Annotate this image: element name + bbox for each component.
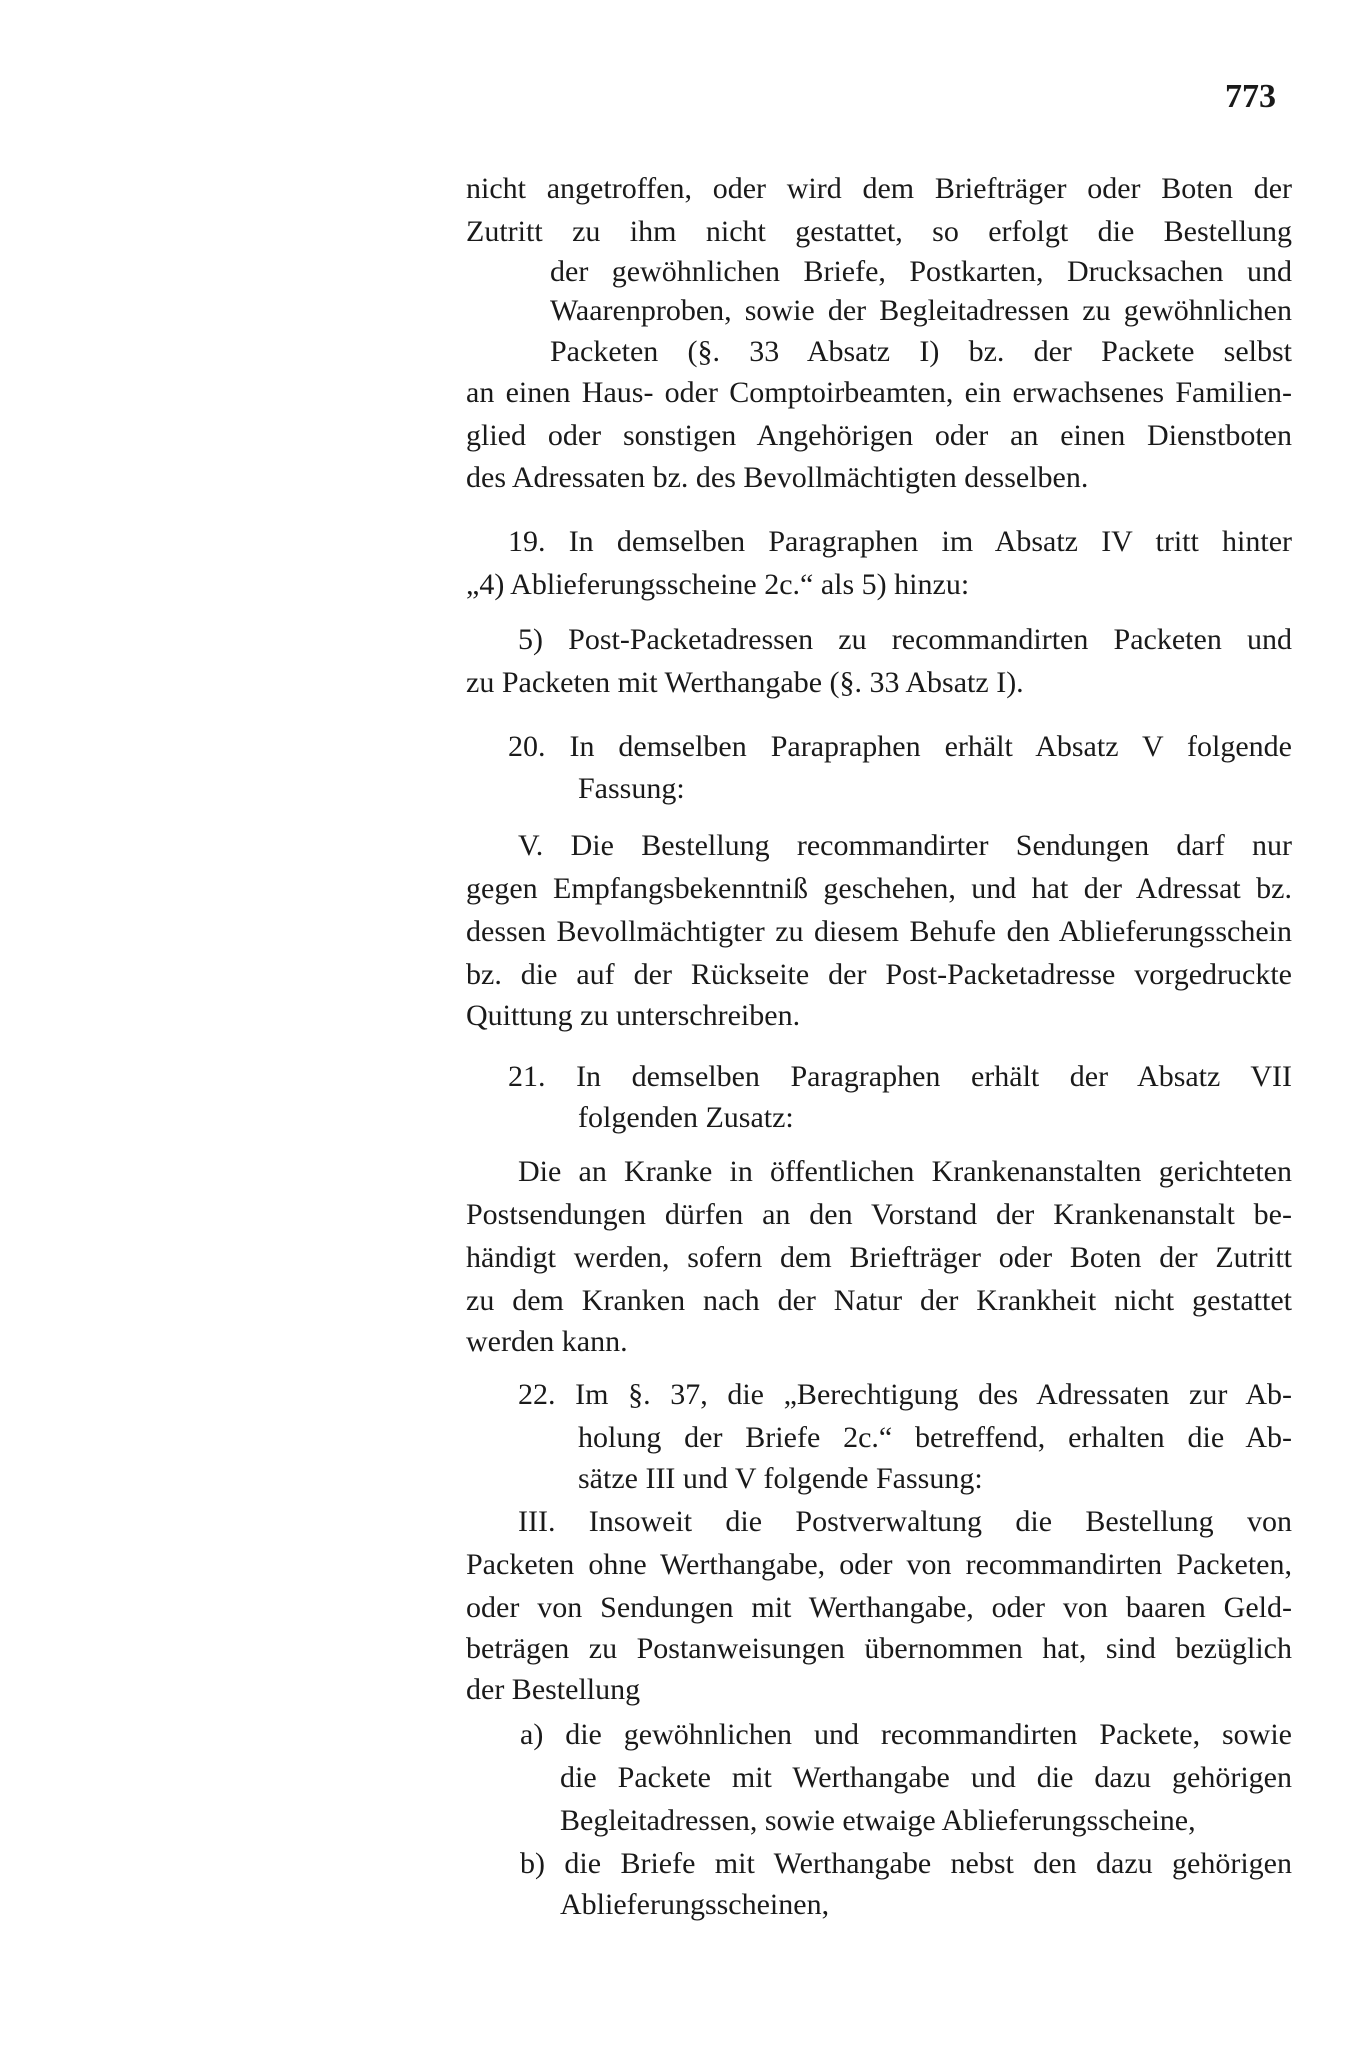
list-item-a: a) die gewöhnlichen und recommandirten Packete, sowie	[520, 1718, 1292, 1751]
text-line: die Packete mit Werthangabe und die dazu gehörigen	[560, 1761, 1292, 1794]
text-line: Ablieferungsscheinen,	[560, 1888, 830, 1921]
text-line: zu dem Kranken nach der Natur der Krankheit nicht gestattet	[466, 1284, 1292, 1317]
text-line: dessen Bevollmächtigter zu diesem Behufe den Ablieferungsschein	[466, 915, 1292, 948]
text-line: werden kann.	[466, 1325, 628, 1358]
text-line: zu Packeten mit Werthangabe (§. 33 Absatz I).	[466, 666, 1024, 699]
section-19-heading: 19. In demselben Paragraphen im Absatz IV tritt hinter	[508, 525, 1292, 558]
text-line: Quittung zu unterschreiben.	[466, 999, 801, 1032]
text-line: V. Die Bestellung recommandirter Sendungen darf nur	[518, 829, 1292, 862]
text-line: 5) Post-Packetadressen zu recommandirten Packeten und	[518, 623, 1292, 656]
section-22-heading: 22. Im §. 37, die „Berechtigung des Adressaten zur Ab-	[518, 1378, 1292, 1411]
text-line: Waarenproben, sowie der Begleitadressen zu gewöhnlichen	[550, 294, 1292, 327]
text-line: III. Insoweit die Postverwaltung die Bestellung von	[518, 1505, 1292, 1538]
text-line: holung der Briefe 2c.“ betreffend, erhalten die Ab-	[578, 1421, 1292, 1454]
text-line: der gewöhnlichen Briefe, Postkarten, Drucksachen und	[550, 255, 1292, 288]
text-line: Packeten ohne Werthangabe, oder von recommandirten Packeten,	[466, 1548, 1292, 1581]
text-line: Begleitadressen, sowie etwaige Ablieferungsscheine,	[560, 1804, 1196, 1837]
text-line: Zutritt zu ihm nicht gestattet, so erfolgt die Bestellung	[466, 215, 1292, 248]
text-line: beträgen zu Postanweisungen übernommen hat, sind bezüglich	[466, 1632, 1292, 1665]
text-line: der Bestellung	[466, 1673, 641, 1706]
text-line: „4) Ablieferungsscheine 2c.“ als 5) hinzu:	[466, 568, 970, 601]
text-line: Postsendungen dürfen an den Vorstand der Krankenanstalt be-	[466, 1198, 1292, 1231]
text-line: des Adressaten bz. des Bevollmächtigten desselben.	[466, 461, 1089, 494]
section-21-heading: 21. In demselben Paragraphen erhält der Absatz VII	[508, 1060, 1292, 1093]
text-line: Die an Kranke in öffentlichen Krankenanstalten gerichteten	[518, 1155, 1292, 1188]
text-line: oder von Sendungen mit Werthangabe, oder von baaren Geld-	[466, 1591, 1292, 1624]
text-line: an einen Haus- oder Comptoirbeamten, ein erwachsenes Familien-	[466, 376, 1292, 409]
text-line: Fassung:	[578, 772, 685, 805]
text-line: folgenden Zusatz:	[578, 1101, 794, 1134]
text-line: händigt werden, sofern dem Briefträger oder Boten der Zutritt	[466, 1241, 1292, 1274]
text-line: bz. die auf der Rückseite der Post-Packetadresse vorgedruckte	[466, 958, 1292, 991]
text-line: sätze III und V folgende Fassung:	[578, 1462, 983, 1495]
list-item-b: b) die Briefe mit Werthangabe nebst den dazu gehörigen	[520, 1847, 1292, 1880]
text-line: nicht angetroffen, oder wird dem Briefträger oder Boten der	[466, 172, 1292, 205]
page-number: 773	[1225, 78, 1276, 115]
text-line: Packeten (§. 33 Absatz I) bz. der Packete selbst	[550, 335, 1292, 368]
section-20-heading: 20. In demselben Parapraphen erhält Absatz V folgende	[508, 730, 1292, 763]
text-line: gegen Empfangsbekenntniß geschehen, und hat der Adressat bz.	[466, 872, 1292, 905]
text-line: glied oder sonstigen Angehörigen oder an einen Dienstboten	[466, 419, 1292, 452]
